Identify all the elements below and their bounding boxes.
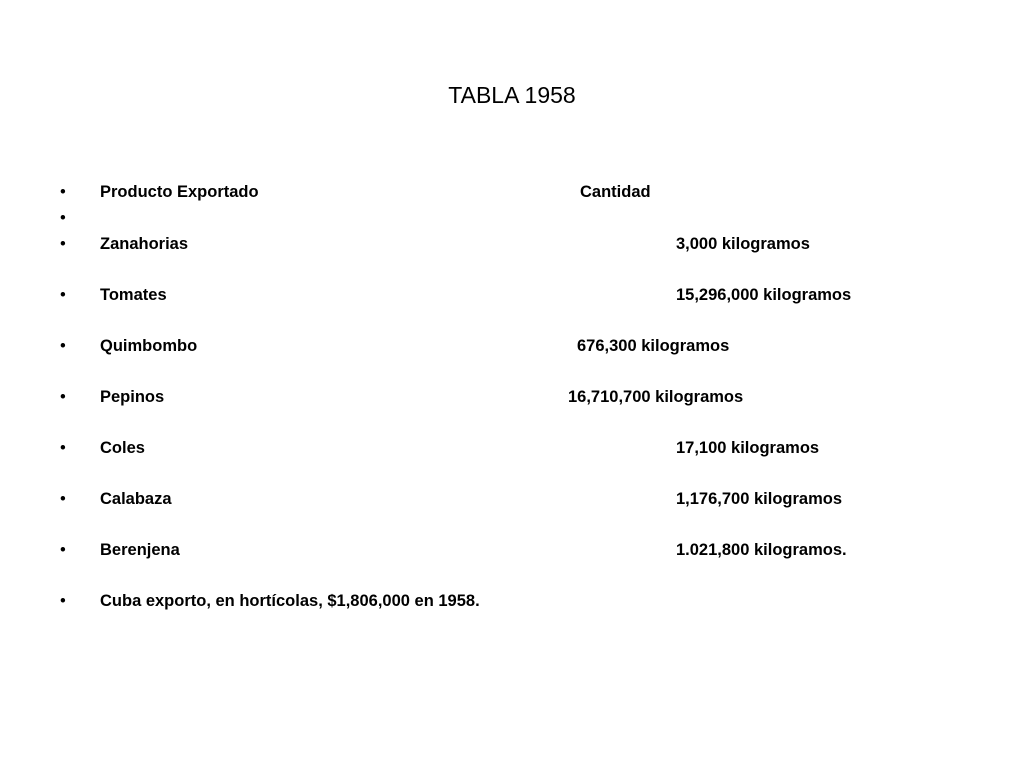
- list-item: [0, 487, 1024, 511]
- product-quantity: 676,300 kilogramos: [577, 337, 730, 355]
- product-quantity: 3,000 kilogramos: [676, 235, 810, 253]
- summary-row: [0, 589, 1024, 613]
- bullet: •: [60, 541, 66, 559]
- bullet: •: [60, 209, 66, 227]
- product-name: Tomates: [100, 286, 167, 304]
- product-quantity: 1,176,700 kilogramos: [676, 490, 843, 508]
- bullet: •: [60, 592, 66, 610]
- bullet: •: [60, 439, 66, 457]
- list-item: [0, 334, 1024, 358]
- product-name: Quimbombo: [100, 337, 198, 355]
- header-row: [0, 180, 1024, 204]
- list-item: [0, 283, 1024, 307]
- header-quantity: Cantidad: [580, 183, 651, 201]
- empty-row: [0, 206, 1024, 230]
- bullet: •: [60, 388, 66, 406]
- bullet: •: [60, 183, 66, 201]
- product-name: Coles: [100, 439, 145, 457]
- list-item: [0, 538, 1024, 562]
- bullet: •: [60, 490, 66, 508]
- bullet: •: [60, 286, 66, 304]
- product-quantity: 1.021,800 kilogramos.: [676, 541, 847, 559]
- product-name: Zanahorias: [100, 235, 189, 253]
- header-product: Producto Exportado: [100, 183, 259, 201]
- product-name: Calabaza: [100, 490, 172, 508]
- product-name: Berenjena: [100, 541, 180, 559]
- list-item: [0, 232, 1024, 256]
- summary-text: Cuba exporto, en hortícolas, $1,806,000 en 1958.: [100, 592, 480, 610]
- product-quantity: 17,100 kilogramos: [676, 439, 820, 457]
- product-quantity: 16,710,700 kilogramos: [568, 388, 744, 406]
- slide-title: TABLA 1958: [448, 82, 576, 108]
- list-item: [0, 385, 1024, 409]
- product-quantity: 15,296,000 kilogramos: [676, 286, 852, 304]
- bullet: •: [60, 235, 66, 253]
- bullet: •: [60, 337, 66, 355]
- list-item: [0, 436, 1024, 460]
- product-name: Pepinos: [100, 388, 165, 406]
